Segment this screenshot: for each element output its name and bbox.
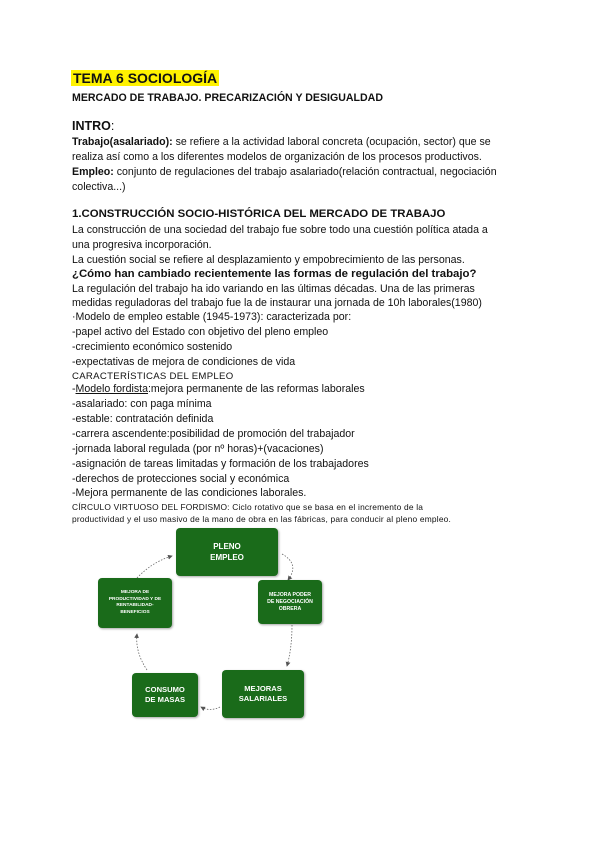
empleo-definition-line-2: colectiva...) [72, 181, 126, 193]
caracteristicas-heading: CARACTERÍSTICAS DEL EMPLEO [72, 371, 234, 382]
section1-p2: La cuestión social se refiere al desplazamiento y empobrecimiento de las personas. [72, 254, 465, 266]
box-text: MEJORAS [244, 684, 282, 693]
model-item: -papel activo del Estado con objetivo del pleno empleo [72, 326, 329, 338]
box-text: SALARIALES [238, 694, 288, 703]
box-text: EMPLEO [210, 553, 244, 562]
trabajo-definition-line-2: realiza así como a los diferentes modelos de organización de los procesos productivos. [72, 151, 482, 163]
feature-item: -estable: contratación definida [72, 413, 214, 425]
feature-item: -Mejora permanente de las condiciones laborales. [72, 487, 307, 499]
intro-heading-text: INTRO [72, 119, 111, 133]
box-text: MEJORA PODER [269, 591, 311, 598]
section1-question: ¿Cómo han cambiado recientemente las formas de regulación del trabajo? [72, 268, 477, 280]
empleo-term: Empleo: [72, 166, 114, 178]
empleo-def-1: conjunto de regulaciones del trabajo asalariado(relación contractual, negociación [113, 166, 497, 178]
fordista-prefix: - [72, 383, 76, 395]
circulo-line-2: productividad y el uso masivo de la mano de obra en las fábricas, para conducir al pleno empleo. [72, 514, 452, 524]
box-text: CONSUMO [145, 685, 185, 694]
box-text: MEJORA DE [120, 590, 150, 595]
fordism-cycle-diagram [0, 520, 600, 730]
box-consumo-de-masas [132, 673, 198, 717]
section1-p1-line1: La construcción de una sociedad del trabajo fue sobre todo una cuestión política atada a [72, 224, 488, 236]
feature-item: -jornada laboral regulada (por nº horas)+(vacaciones) [72, 443, 324, 455]
arrow-left-to-top [137, 556, 172, 578]
trabajo-term: Trabajo(asalariado): [72, 136, 173, 148]
section1-p3-line2: medidas reguladoras del trabajo fue la de instaurar una jornada de 10h laborales(1980) [72, 297, 482, 309]
feature-item: -asalariado: con paga mínima [72, 398, 212, 410]
fordista-rest: :mejora permanente de las reformas laborales [147, 383, 365, 395]
model-item: -crecimiento económico sostenido [72, 341, 233, 353]
box-pleno-empleo [176, 528, 278, 576]
box-mejoras-salariales [222, 670, 304, 718]
feature-item: -derechos de protecciones social y económica [72, 473, 290, 485]
box-mejora-poder-negociacion [258, 580, 322, 624]
circulo-line-1: CÍRCULO VIRTUOSO DEL FORDISMO: Ciclo rotativo que se basa en el incremento de la [72, 502, 424, 512]
intro-heading [72, 119, 114, 134]
trabajo-def-1: se refiere a la actividad laboral concreta (ocupación, sector) que se [172, 136, 491, 148]
section1-heading: 1.CONSTRUCCIÓN SOCIO-HISTÓRICA DEL MERCADO DE TRABAJO [72, 208, 446, 220]
document-title: TEMA 6 SOCIOLOGÍA [73, 70, 218, 86]
box-text: PRODUCTIVIDAD Y DE [108, 596, 162, 602]
arrow-bottom-left-to-left [137, 634, 147, 670]
document-subtitle: MERCADO DE TRABAJO. PRECARIZACIÓN Y DESIGUALDAD [72, 92, 383, 104]
intro-colon: : [110, 119, 115, 133]
empleo-definition-line-1 [72, 166, 497, 179]
box-text: PLENO [213, 542, 241, 551]
section1-p3-line1: La regulación del trabajo ha ido variando en las últimas décadas. Una de las primeras [72, 283, 475, 295]
box-mejora-productividad [98, 578, 172, 628]
box-text: RENTABILIDAD- [116, 603, 154, 608]
box-text: BENEFICIOS [120, 609, 150, 615]
box-text: OBRERA [278, 605, 302, 612]
trabajo-definition-line-1 [72, 136, 491, 149]
feature-item: -carrera ascendente:posibilidad de promoción del trabajador [72, 428, 355, 440]
box-text: DE MASAS [144, 695, 186, 704]
arrow-right-to-bottom-right [287, 625, 292, 666]
feature-item: -asignación de tareas limitadas y formación de los trabajadores [72, 458, 369, 470]
box-text: DE NEGOCIACIÓN [267, 598, 313, 605]
model-line: ·Modelo de empleo estable (1945-1973): caracterizada por: [72, 311, 352, 323]
arrow-bottom-right-to-bottom-left [201, 707, 220, 710]
fordista-line [72, 383, 365, 396]
arrow-top-to-right [282, 554, 293, 580]
section1-p1-line2: una progresiva incorporación. [72, 239, 212, 251]
fordista-term: Modelo fordista [75, 383, 148, 395]
model-item: -expectativas de mejora de condiciones de vida [72, 356, 296, 368]
